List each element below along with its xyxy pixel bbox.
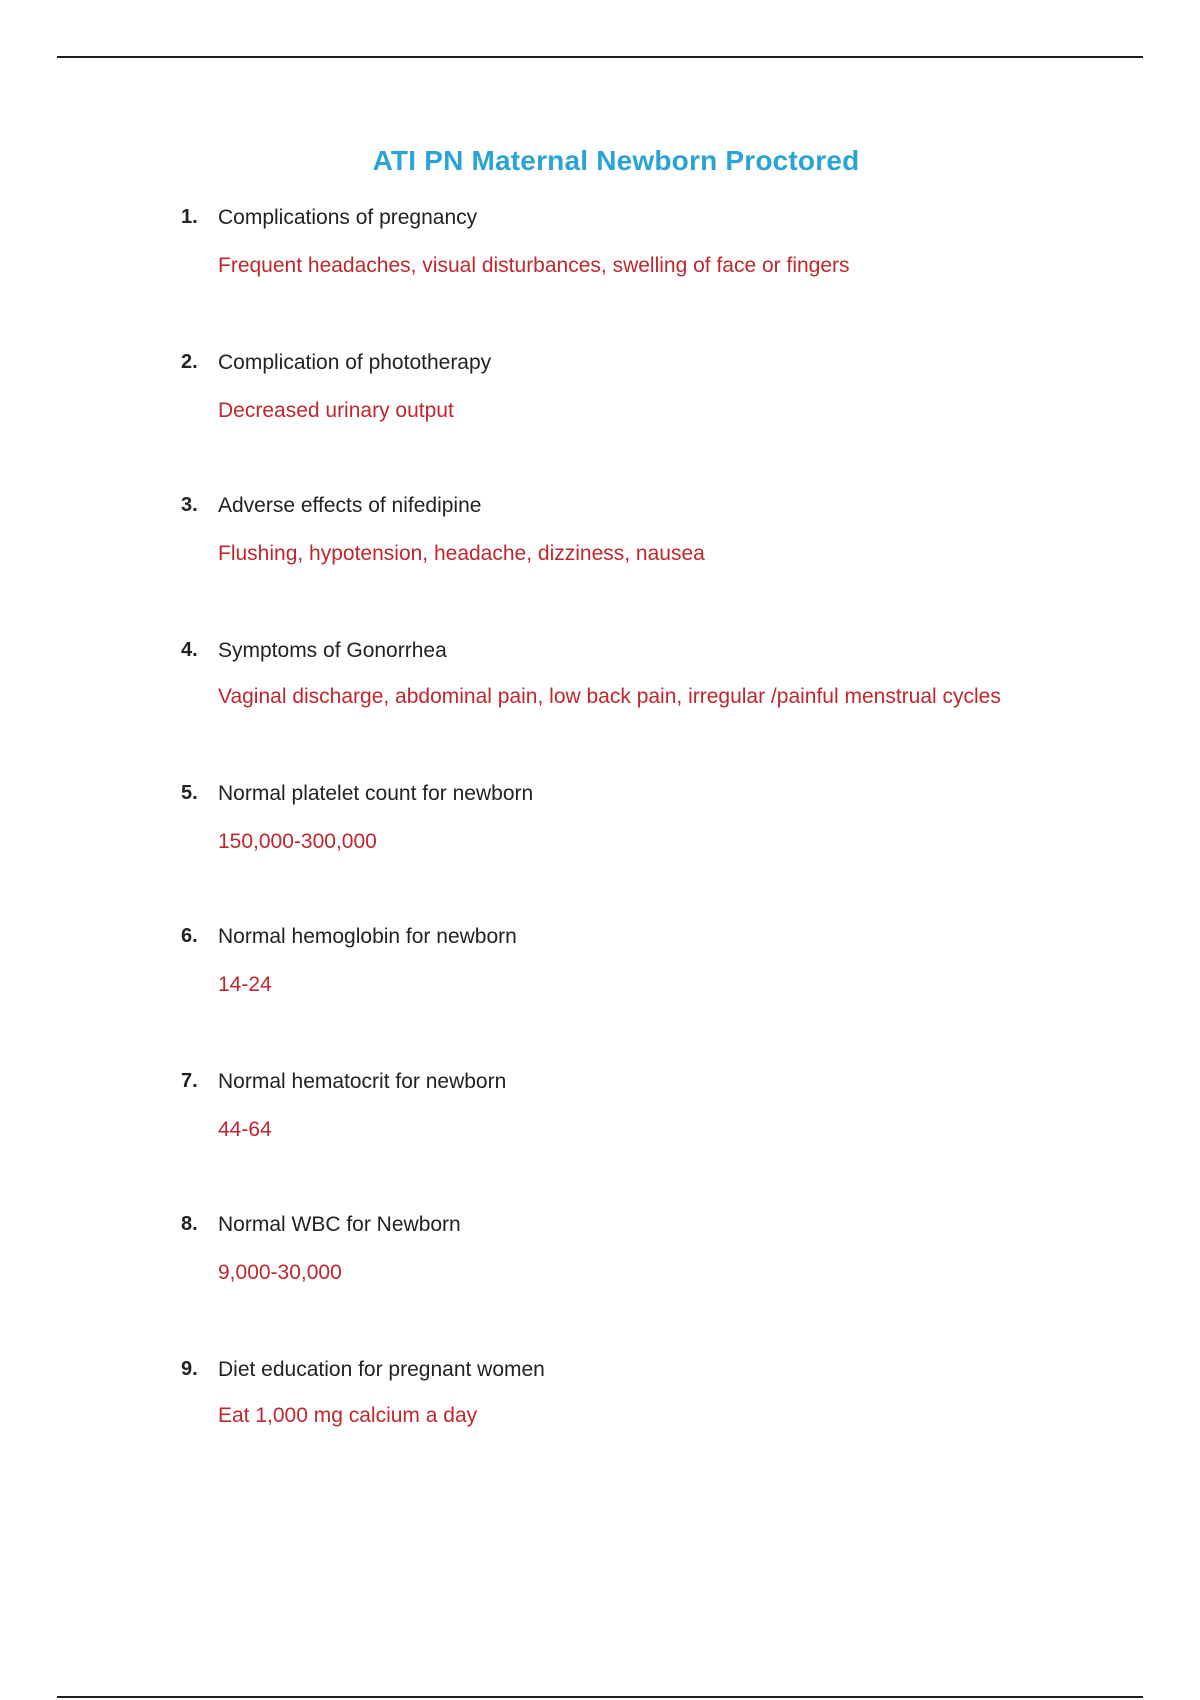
item-number: 5.: [181, 782, 198, 804]
item-question: Complication of phototherapy: [218, 351, 492, 374]
item-question: Diet education for pregnant women: [218, 1358, 545, 1381]
item-number: 8.: [181, 1213, 198, 1235]
item-question: Normal hematocrit for newborn: [218, 1070, 507, 1093]
item-number: 1.: [181, 206, 198, 228]
item-answer: 9,000-30,000: [218, 1261, 342, 1284]
item-number: 2.: [181, 351, 198, 373]
item-question: Complications of pregnancy: [218, 206, 478, 229]
document-title: ATI PN Maternal Newborn Proctored: [372, 145, 860, 176]
item-question: Normal platelet count for newborn: [218, 782, 534, 805]
item-answer: Vaginal discharge, abdominal pain, low back pain, irregular /painful menstrual cycles: [218, 685, 1001, 708]
item-answer: Eat 1,000 mg calcium a day: [218, 1404, 478, 1427]
item-number: 3.: [181, 494, 198, 516]
item-answer: 44-64: [218, 1118, 272, 1141]
item-question: Symptoms of Gonorrhea: [218, 639, 447, 662]
item-number: 4.: [181, 639, 198, 661]
item-question: Adverse effects of nifedipine: [218, 494, 482, 517]
item-answer: Decreased urinary output: [218, 399, 454, 422]
item-number: 7.: [181, 1070, 198, 1092]
item-answer: Frequent headaches, visual disturbances, swelling of face or fingers: [218, 254, 850, 277]
footer-rule: [57, 1696, 1143, 1698]
item-number: 9.: [181, 1358, 198, 1380]
item-question: Normal WBC for Newborn: [218, 1213, 461, 1236]
item-question: Normal hemoglobin for newborn: [218, 925, 517, 948]
item-answer: Flushing, hypotension, headache, dizziness, nausea: [218, 542, 705, 565]
item-number: 6.: [181, 925, 198, 947]
item-answer: 150,000-300,000: [218, 830, 377, 853]
item-answer: 14-24: [218, 973, 272, 996]
